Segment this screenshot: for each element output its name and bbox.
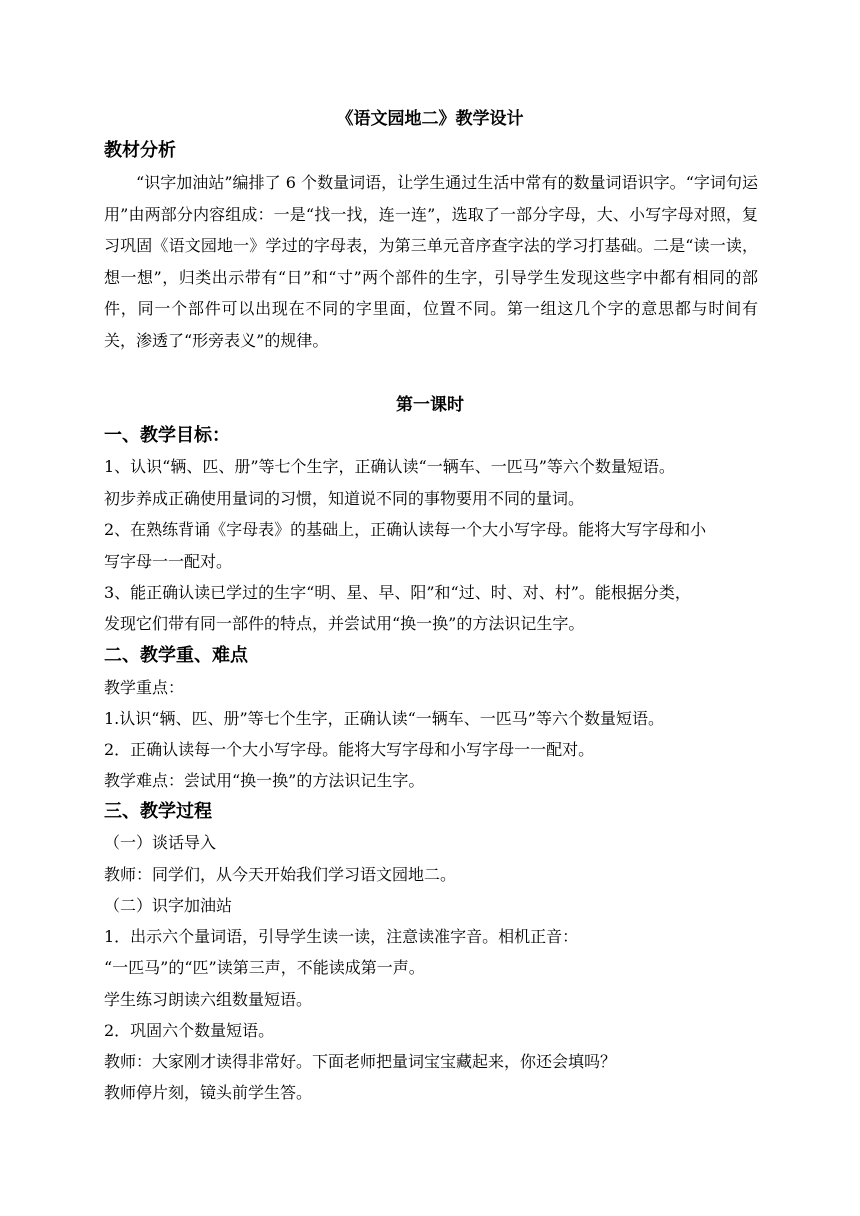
process-line: 教师停片刻，镜头前学生答。 (104, 1083, 313, 1102)
goals-line: 写字母一一配对。 (104, 552, 233, 571)
key-points-line: 教学重点： (104, 678, 185, 697)
goals-line: 初步养成正确使用量词的习惯，知道说不同的事物要用不同的量词。 (104, 489, 585, 508)
process-line: （二）识字加油站 (104, 896, 233, 915)
lesson-title: 第一课时 (396, 395, 464, 415)
process-line: “一匹马”的“匹”读第三声，不能读成第一声。 (104, 958, 425, 977)
goals-heading: 一、教学目标： (104, 425, 230, 446)
key-points-heading: 二、教学重、难点 (104, 645, 248, 666)
goals-line: 3、能正确认读已学过的生字“明、星、早、阳”和“过、时、对、村”。能根据分类， (104, 583, 691, 602)
process-heading: 三、教学过程 (104, 801, 212, 822)
process-line: 1．出示六个量词语，引导学生读一读，注意读准字音。相机正音： (104, 927, 579, 946)
process-line: 学生练习朗读六组数量短语。 (104, 990, 313, 1009)
process-line: 教师：大家刚才读得非常好。下面老师把量词宝宝藏起来，你还会填吗？ (104, 1052, 617, 1071)
goals-line: 发现它们带有同一部件的特点，并尝试用“换一换”的方法识记生字。 (104, 614, 585, 633)
document-title: 《语文园地二》教学设计 (336, 109, 524, 129)
process-line: 教师：同学们，从今天开始我们学习语文园地二。 (104, 865, 457, 884)
process-line: 2．巩固六个数量短语。 (104, 1021, 275, 1040)
analysis-heading: 教材分析 (104, 140, 176, 161)
analysis-paragraph: “识字加油站”编排了 6 个数量词语，让学生通过生活中常有的数量词语识字。“字词句运用”由两部分内容组成：一是“找一找，连一连”，选取了一部分字母，大、小写字母对照，复习巩固《语文园地一》学过的字母表，为第三单元音序查字法的学习打基础。二是“读一读，想一想”，归类出示带有“日”和“寸”两个部件的生字，引导学生发现这些字中都有相同的部件，同一个部件可以出现在不同的字里面，位置不同。第一组这几个字的意思都与时间有关，渗透了“形旁表义”的规律。 (104, 173, 758, 350)
process-line: （一）谈话导入 (104, 833, 217, 852)
goals-line: 2、在熟练背诵《字母表》的基础上，正确认读每一个大小写字母。能将大写字母和小 (104, 520, 707, 539)
key-points-line: 教学难点：尝试用“换一换”的方法识记生字。 (104, 771, 425, 790)
key-points-line: 2．正确认读每一个大小写字母。能将大写字母和小写字母一一配对。 (104, 740, 595, 759)
goals-line: 1、认识“辆、匹、册”等七个生字，正确认读“一辆车、一匹马”等六个数量短语。 (104, 457, 675, 476)
key-points-line: 1.认识“辆、匹、册”等七个生字，正确认读“一辆车、一匹马”等六个数量短语。 (104, 709, 664, 728)
